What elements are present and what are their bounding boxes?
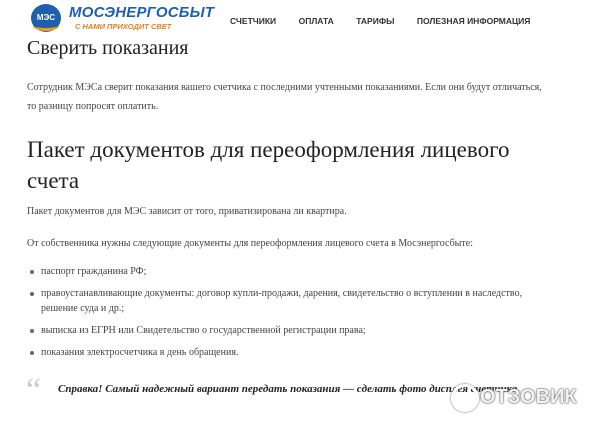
nav-item-payment[interactable]: ОПЛАТА	[298, 16, 334, 26]
logo-title: МОСЭНЕРГОСБЫТ	[69, 4, 215, 21]
quote-mark-icon: “	[26, 372, 42, 409]
tip-quote: Справка! Самый надежный вариант передать показания — сделать фото дисплея счетчика.	[58, 383, 520, 395]
documents-list	[27, 264, 547, 367]
main-nav	[230, 11, 548, 29]
section-heading-documents: Пакет документов для переоформления лицевого счета	[27, 137, 510, 193]
logo-swoosh-icon	[33, 20, 59, 31]
nav-item-useful-info[interactable]: ПОЛЕЗНАЯ ИНФОРМАЦИЯ	[416, 16, 531, 26]
paragraph-documents-intro: Пакет документов для МЭС зависит от того, приватизирована ли квартира.	[27, 206, 347, 217]
nav-item-meters[interactable]: СЧЕТЧИКИ	[230, 16, 277, 26]
paragraph-verify: Сотрудник МЭСа сверит показания вашего счетчика с последними учтенными показаниями. Если они будут отличаться, то разницу попросят оплатить.	[27, 82, 542, 112]
list-item: выписка из ЕГРН или Свидетельство о государственной регистрации права;	[27, 323, 547, 338]
list-item: паспорт гражданина РФ;	[27, 264, 547, 279]
site-logo[interactable]	[31, 4, 215, 34]
logo-badge: МЭС	[31, 4, 61, 32]
watermark: ОТЗОВИК	[480, 386, 577, 408]
paragraph-owner-documents: От собственника нужны следующие документы для переоформления лицевого счета в Мосэнергосбыте:	[27, 238, 473, 249]
site-header	[0, 0, 600, 34]
list-item: показания электросчетчика в день обращения.	[27, 345, 547, 360]
logo-slogan: С НАМИ ПРИХОДИТ СВЕТ	[75, 22, 172, 31]
list-item: правоустанавливающие документы: договор купли-продажи, дарения, свидетельство о вступлении в наследство, решение суда и др.;	[27, 286, 547, 316]
nav-item-tariffs[interactable]: ТАРИФЫ	[356, 16, 395, 26]
section-heading-verify: Сверить показания	[27, 37, 189, 59]
